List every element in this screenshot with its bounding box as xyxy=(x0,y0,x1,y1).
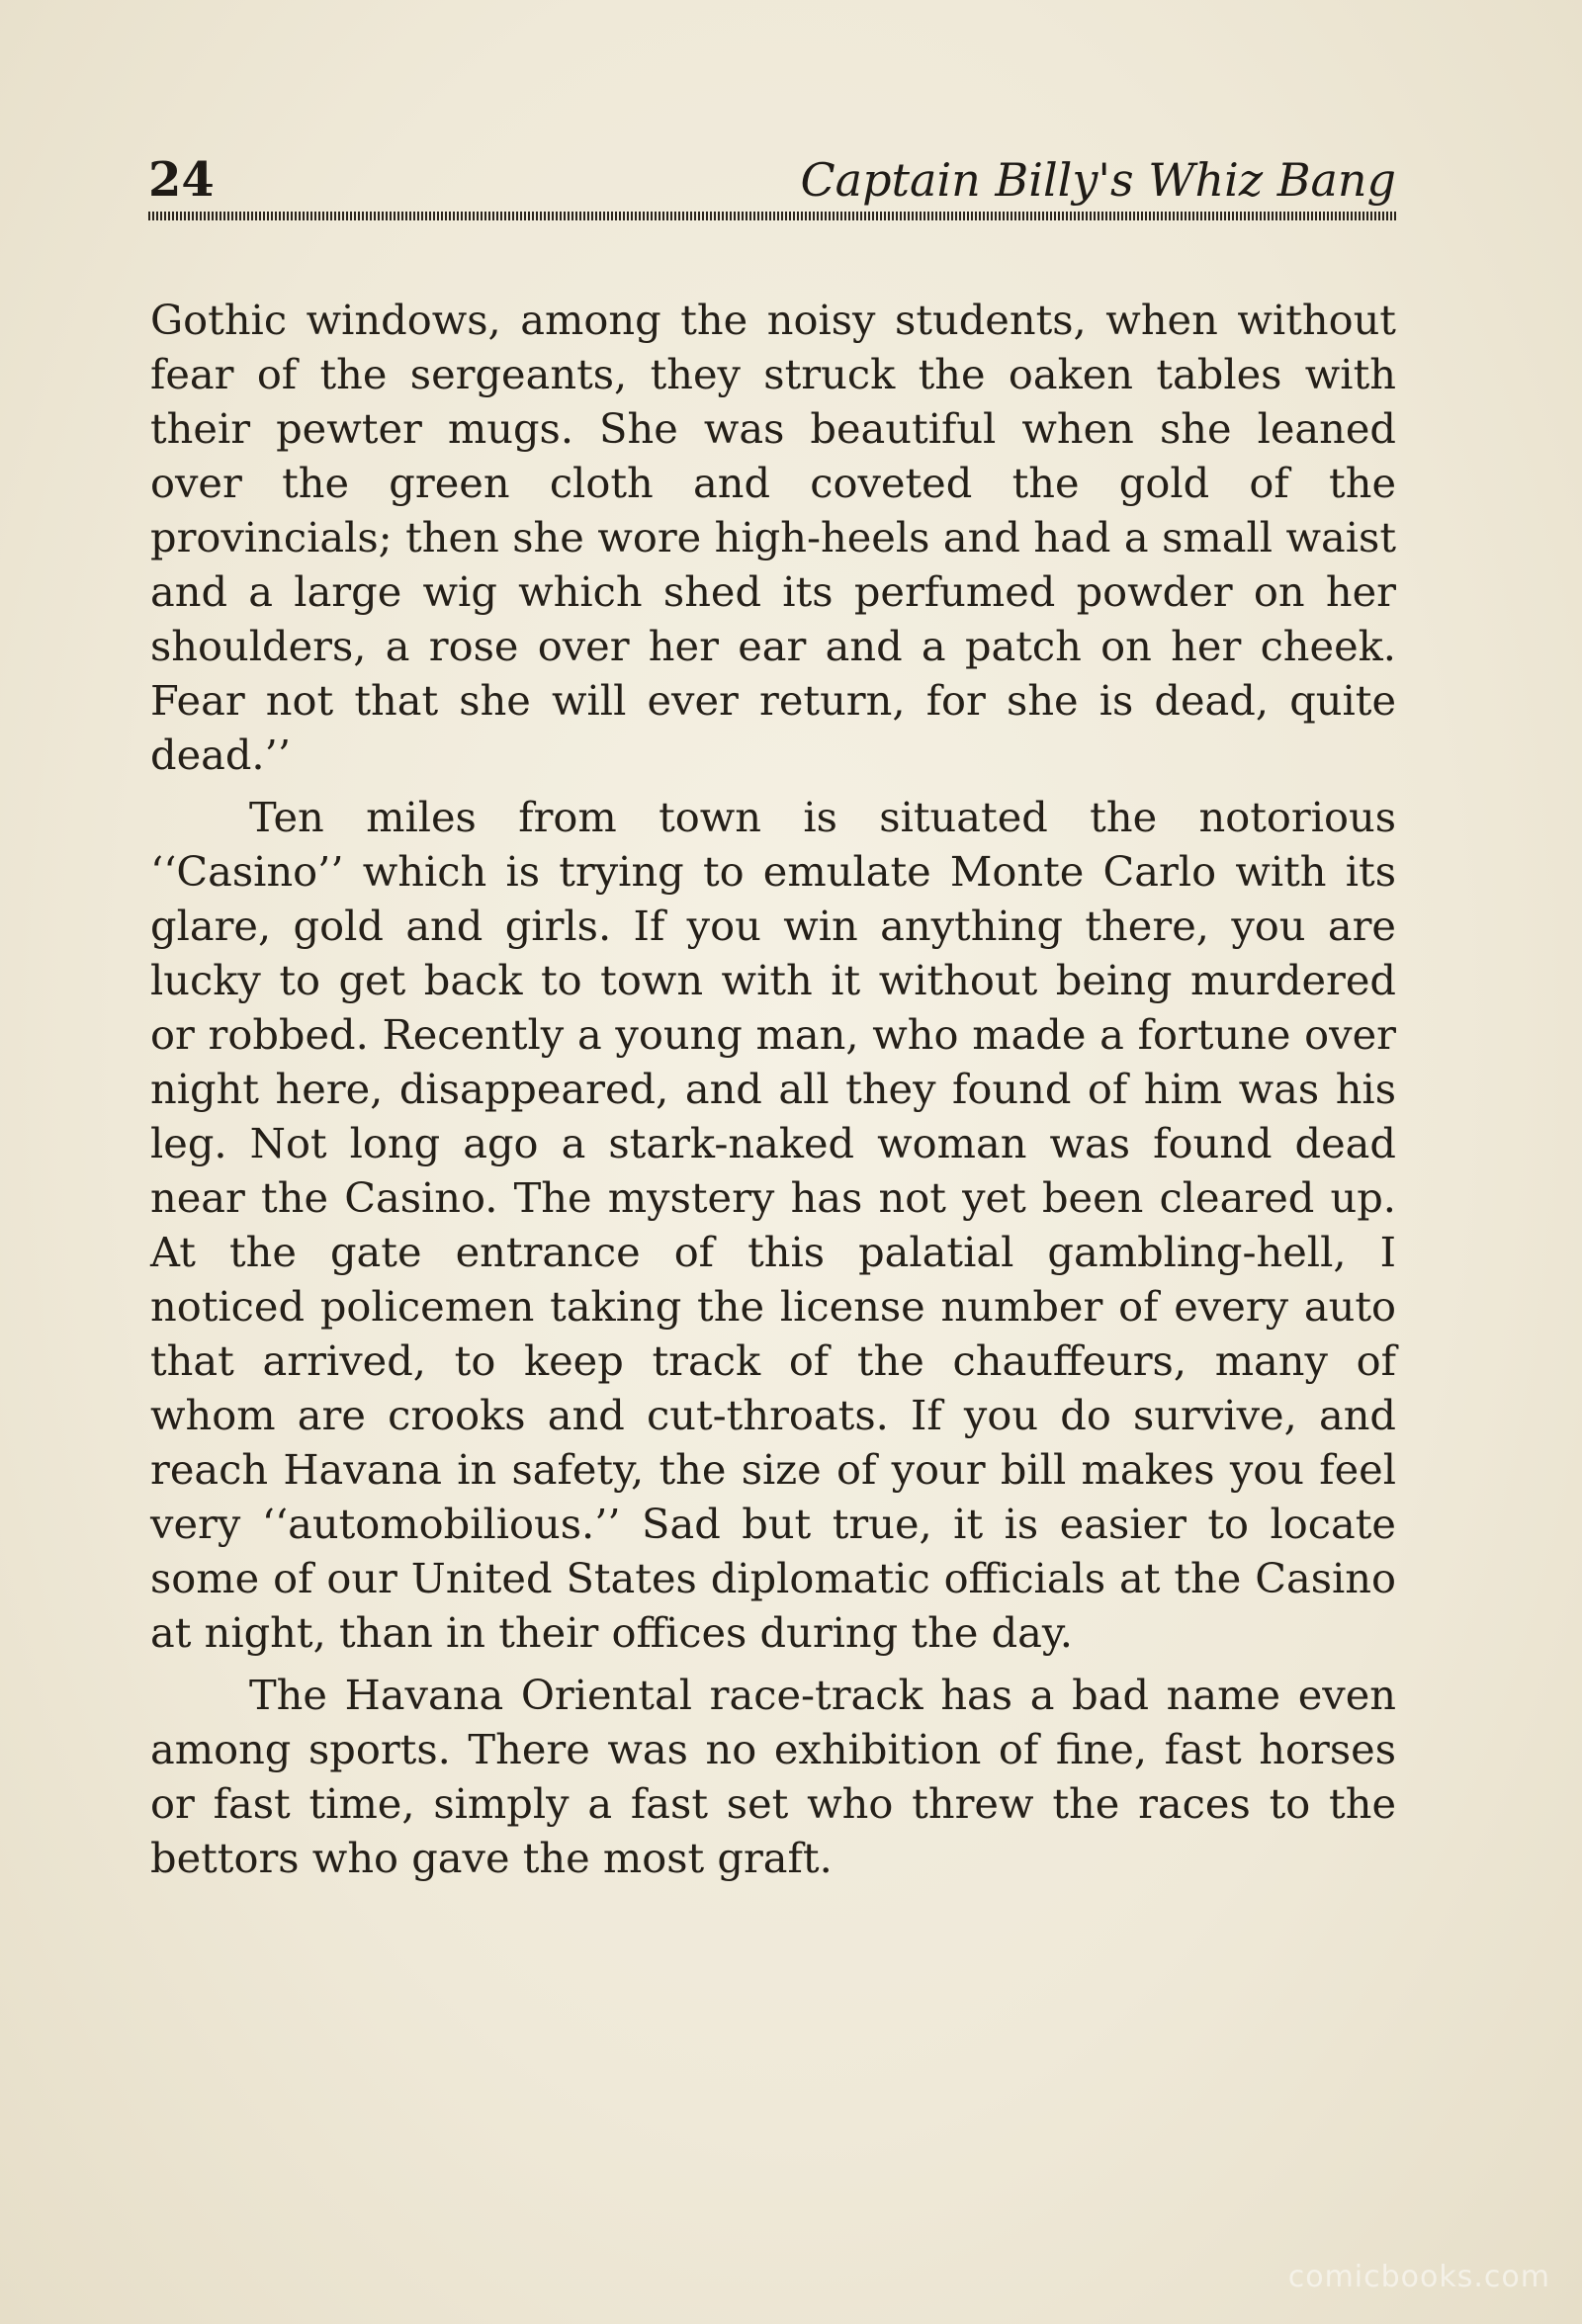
body-text xyxy=(150,293,1396,1885)
header-rule xyxy=(148,212,1396,220)
running-title: Captain Billy's Whiz Bang xyxy=(800,153,1396,207)
page-number: 24 xyxy=(148,152,215,208)
page-header xyxy=(148,150,1396,210)
paragraph-casino: Ten miles from town is situated the notorious ‘‘Casino’’ which is trying to emulate Monte Carlo with its glare, gold and girls. If you win anything there, you are lucky to get back to town with it without being murdered or robbed. Recently a young man, who made a fortune over night here, disappeared, and all they found of him was his leg. Not long ago a stark-naked woman was found dead near the Casino. The mystery has not yet been cleared up. At the gate entrance of this palatial gambling-hell, I noticed policemen taking the license number of every auto that arrived, to keep track of the chauffeurs, many of whom are crooks and cut-throats. If you do survive, and reach Havana in safety, the size of your bill makes you feel very ‘‘automobilious.’’ Sad but true, it is easier to locate some of our United States diplomatic officials at the Casino at night, than in their offices during the day. xyxy=(150,793,1396,1657)
paragraph-race-track: The Havana Oriental race-track has a bad name even among sports. There was no exhibition of fine, fast horses or fast time, simply a fast set who threw the races to the bettors who gave the most graft. xyxy=(150,1671,1396,1882)
watermark: comicbooks.com xyxy=(1287,2260,1550,2294)
paragraph-continued: Gothic windows, among the noisy students, when without fear of the sergeants, they struck the oaken tables with their pewter mugs. She was beautiful when she leaned over the green cloth and coveted the gold of the provincials; then she wore high-heels and had a small waist and a large wig which shed its perfumed powder on her shoulders, a rose over her ear and a patch on her cheek. Fear not that she will ever return, for she is dead, quite dead.’’ xyxy=(150,296,1396,779)
